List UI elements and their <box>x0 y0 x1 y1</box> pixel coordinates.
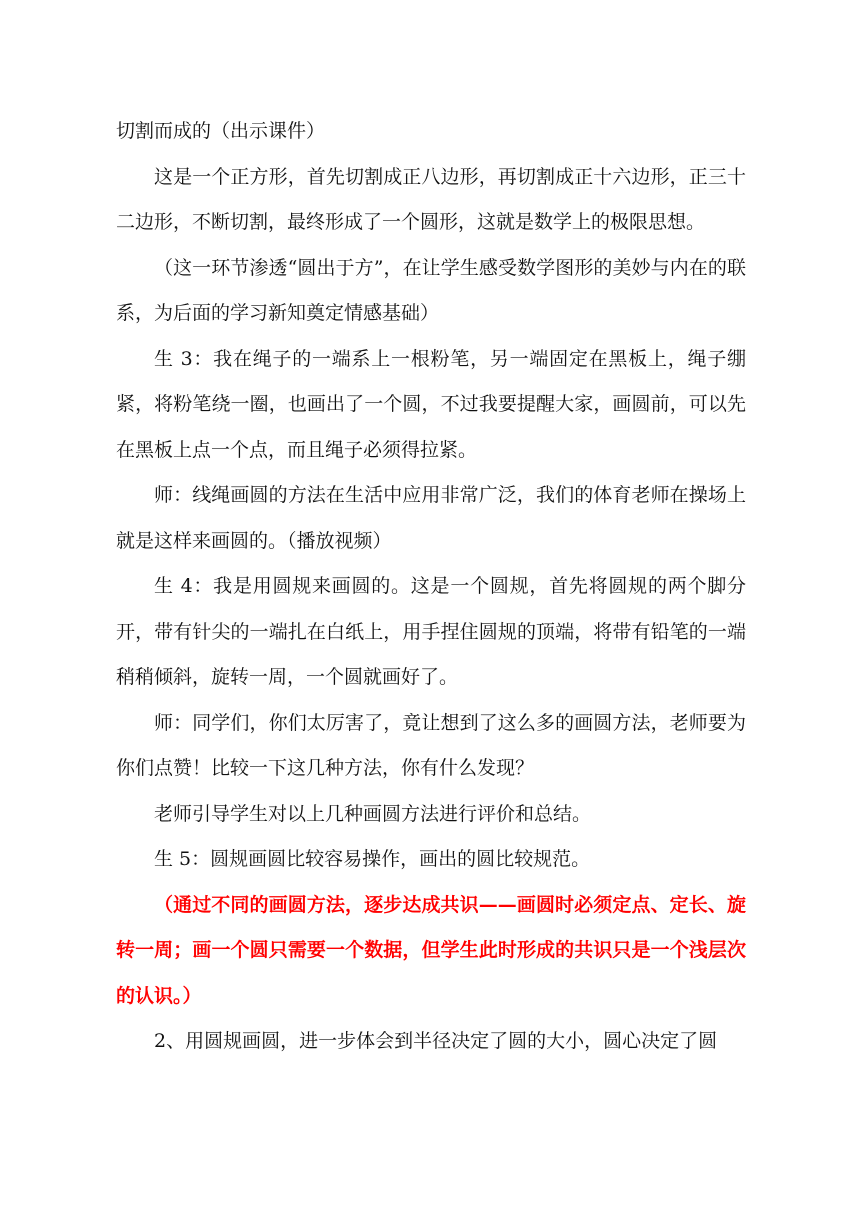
paragraph-2: 这是一个正方形，首先切割成正八边形，再切割成正十六边形，正三十二边形，不断切割，最终形成了一个圆形，这就是数学上的极限思想。 <box>116 165 746 233</box>
emphasis-note: （通过不同的画圆方法，逐步达成共识——画圆时必须定点、定长、旋转一周；画一个圆只需要一个数据，但学生此时形成的共识只是一个浅层次的认识。） <box>116 893 746 1007</box>
paragraph-4: 生 3：我在绳子的一端系上一根粉笔，另一端固定在黑板上，绳子绷紧，将粉笔绕一圈，也画出了一个圆，不过我要提醒大家，画圆前，可以先在黑板上点一个点，而且绳子必须得拉紧。 <box>116 347 746 461</box>
paragraph-11: 2、用圆规画圆，进一步体会到半径决定了圆的大小，圆心决定了圆 <box>154 1030 718 1052</box>
paragraph-5: 师：线绳画圆的方法在生活中应用非常广泛，我们的体育老师在操场上就是这样来画圆的。（播放视频） <box>116 484 746 552</box>
paragraph-6: 生 4：我是用圆规来画圆的。这是一个圆规，首先将圆规的两个脚分开，带有针尖的一端扎在白纸上，用手捏住圆规的顶端，将带有铅笔的一端稍稍倾斜，旋转一周，一个圆就画好了。 <box>116 575 746 688</box>
paragraph-8: 老师引导学生对以上几种画圆方法进行评价和总结。 <box>154 802 592 825</box>
paragraph-3: （这一环节渗透“圆出于方”，在让学生感受数学图形的美妙与内在的联系，为后面的学习新知奠定情感基础） <box>116 256 746 324</box>
paragraph-7: 师：同学们，你们太厉害了，竟让想到了这么多的画圆方法，老师要为你们点赞！比较一下这几种方法，你有什么发现？ <box>116 711 746 779</box>
document-body <box>116 109 746 1065</box>
paragraph-1: 切割而成的（出示课件） <box>116 120 326 142</box>
paragraph-9: 生 5：圆规画圆比较容易操作，画出的圆比较规范。 <box>154 848 591 870</box>
